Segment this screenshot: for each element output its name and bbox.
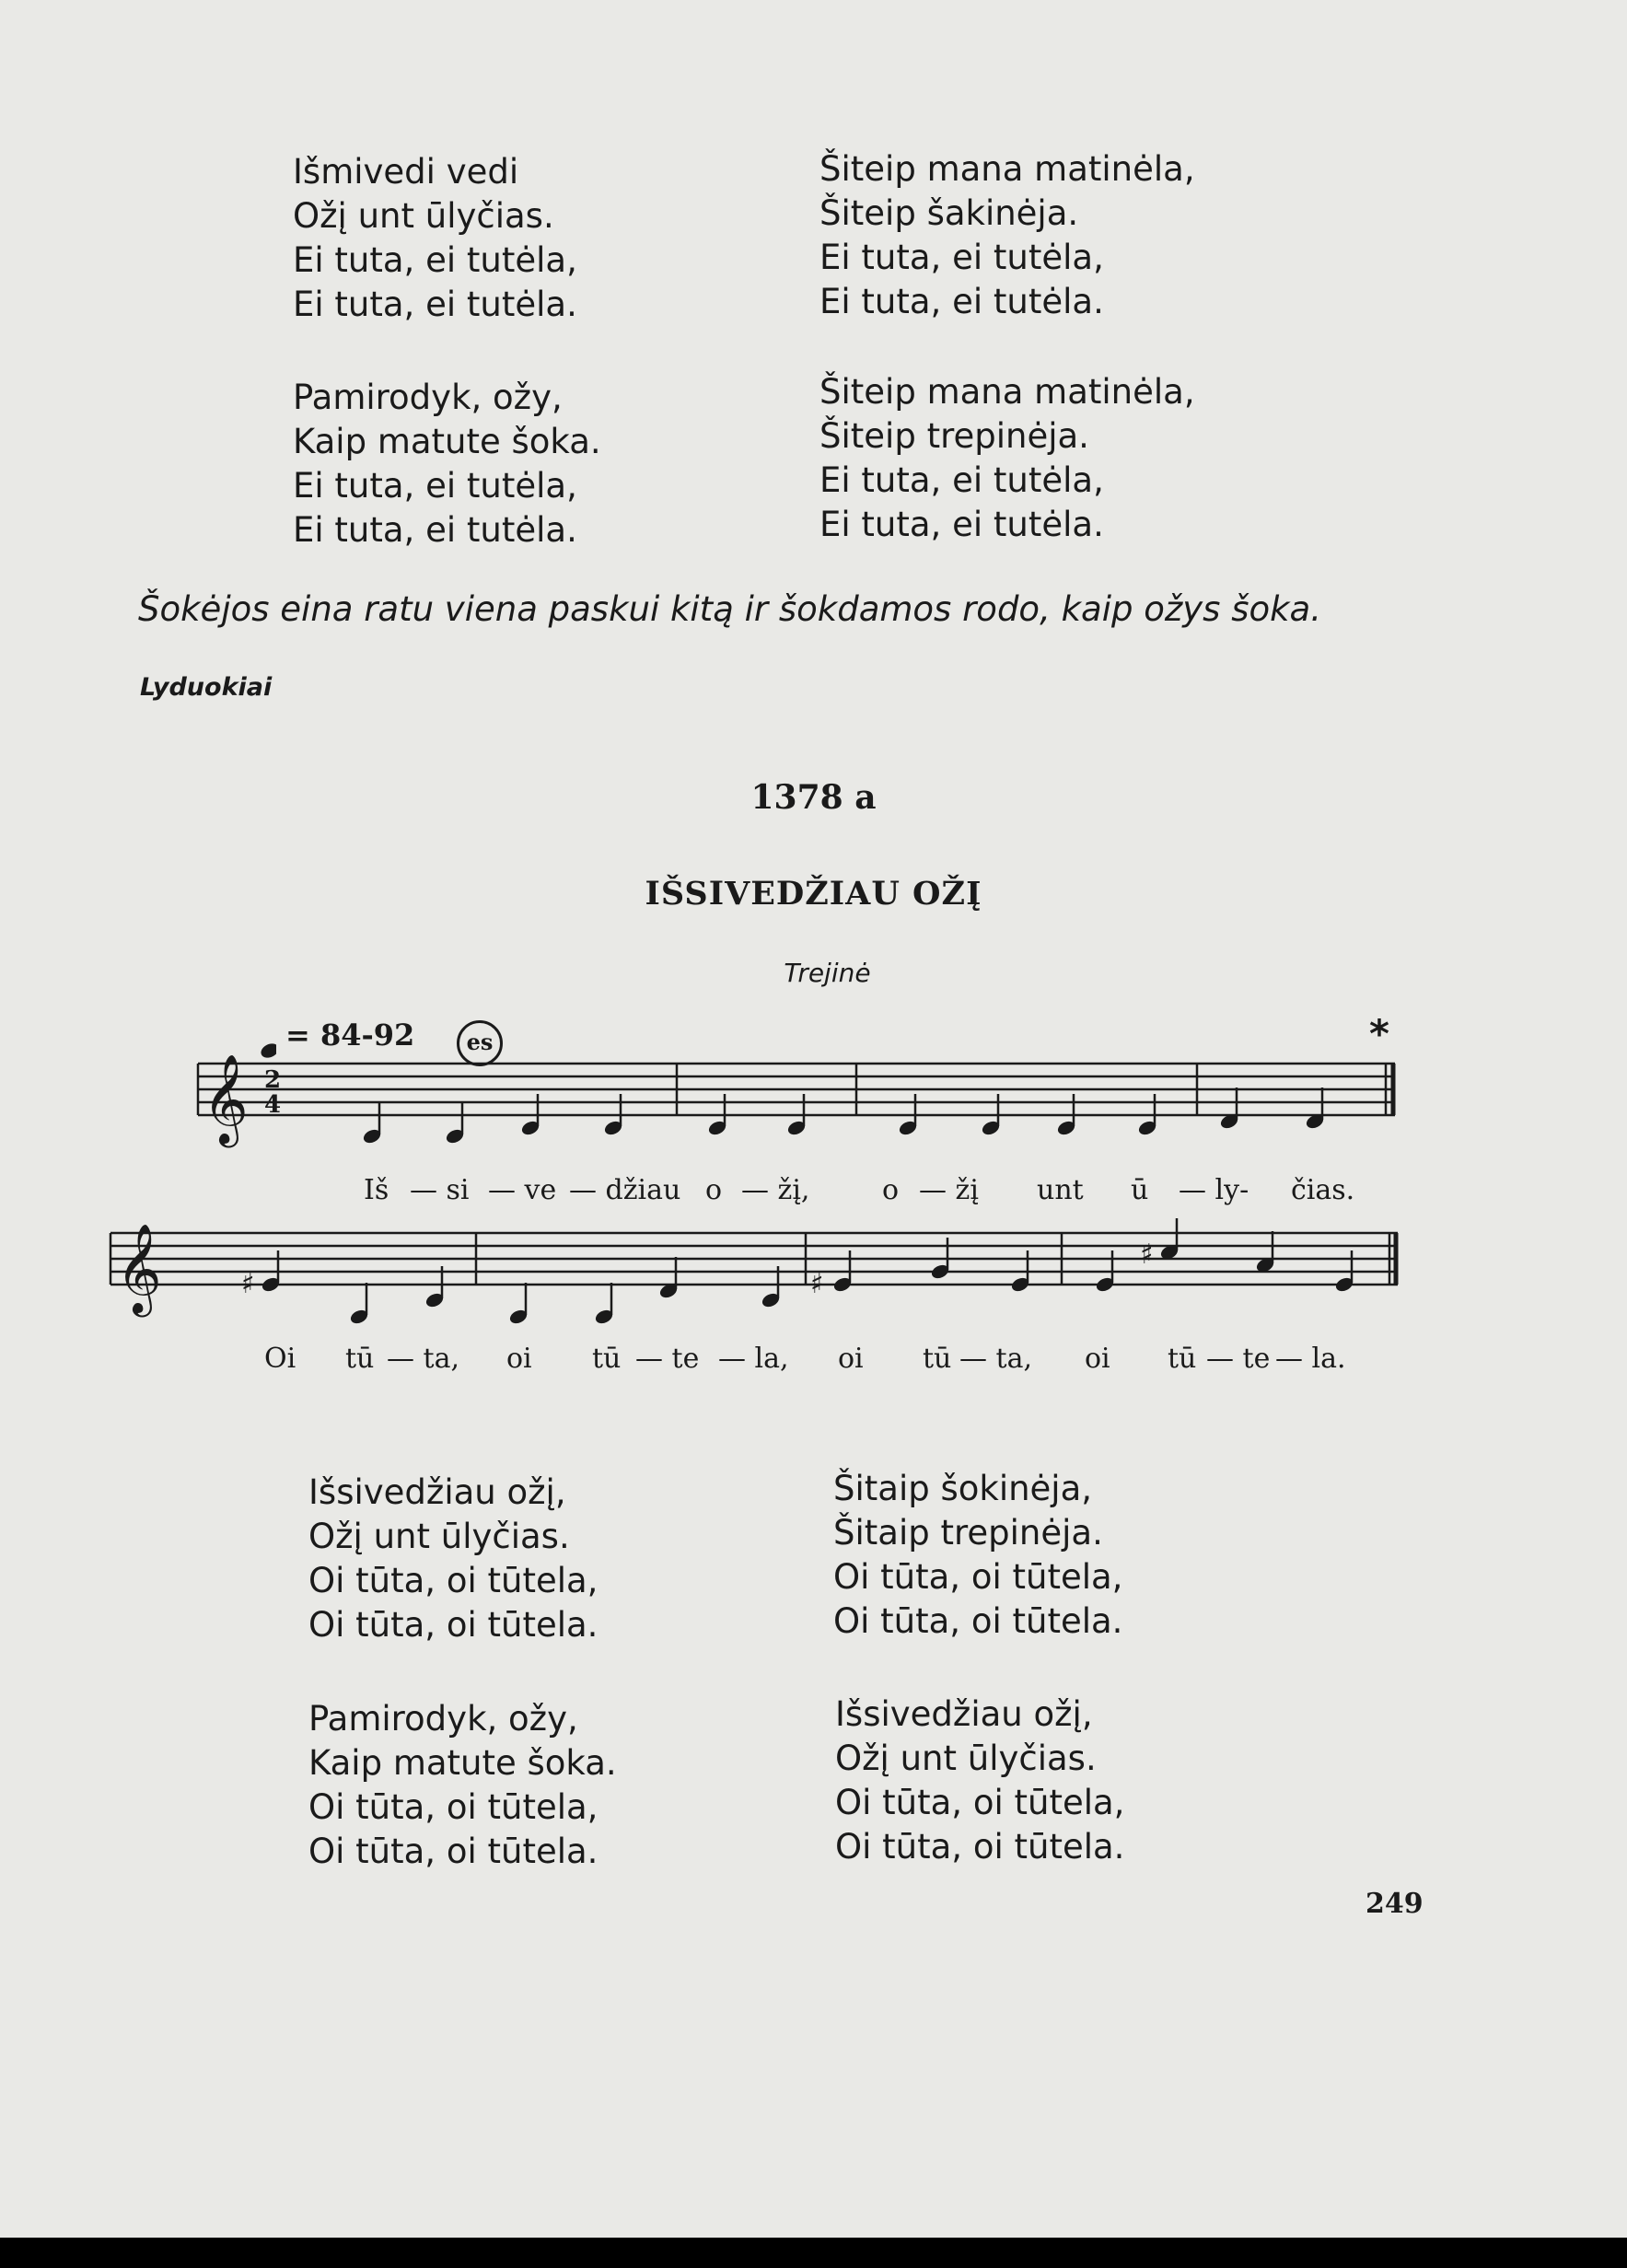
svg-text:♯: ♯	[241, 1268, 255, 1300]
footnote-asterisk: *	[1369, 1011, 1389, 1056]
stanza-line: Oi tūta, oi tūtela,	[308, 1561, 599, 1600]
stanza-line: Ožį unt ūlyčias.	[293, 196, 554, 236]
svg-text:𝄞: 𝄞	[203, 1053, 249, 1144]
stanza-line: Ei tuta, ei tutėla,	[819, 460, 1104, 500]
stanza-line: Oi tūta, oi tūtela.	[308, 1605, 599, 1645]
bottom-stanza-left-1	[308, 1471, 598, 1647]
lyric-syllable: — la,	[718, 1343, 789, 1375]
stanza-line: Šiteip šakinėja.	[819, 193, 1079, 233]
stanza-line: Ožį unt ūlyčias.	[308, 1517, 570, 1556]
dance-instruction: Šokėjos eina ratu viena paskui kitą ir šokdamos rodo, kaip ožys šoka.	[138, 589, 1321, 629]
lyric-syllable: — žį,	[741, 1174, 810, 1206]
place-name: Lyduokiai	[140, 673, 273, 702]
lyric-syllable: — ly-	[1179, 1174, 1249, 1206]
stanza-line: Ei tuta, ei tutėla.	[819, 282, 1104, 321]
stanza-line: Pamirodyk, ožy,	[308, 1699, 578, 1739]
lyric-syllable: tū	[592, 1343, 622, 1375]
stanza-line: Oi tūta, oi tūtela.	[835, 1827, 1125, 1867]
bottom-stanza-right-1	[833, 1467, 1122, 1644]
lyric-syllable: tū	[345, 1343, 375, 1375]
lyric-syllable: unt	[1037, 1174, 1084, 1206]
song-title: IŠSIVEDŽIAU OŽĮ	[645, 875, 982, 913]
stanza-line: Kaip matute šoka.	[308, 1743, 617, 1783]
stanza-line: Oi tūta, oi tūtela.	[308, 1832, 599, 1871]
lyric-syllable: — la.	[1275, 1343, 1346, 1375]
bottom-stanza-left-2	[308, 1697, 617, 1874]
lyric-syllable: Oi	[264, 1343, 296, 1375]
tempo-marking: = 84-92	[285, 1018, 415, 1053]
lyric-syllable: o	[705, 1174, 723, 1206]
song-number: 1378 a	[750, 778, 877, 817]
lyric-syllable: tū	[923, 1343, 952, 1375]
stanza-line: Ei tuta, ei tutėla.	[819, 505, 1104, 544]
stanza-line: Ei tuta, ei tutėla.	[293, 510, 577, 550]
stanza-line: Išmivedi vedi	[293, 152, 519, 192]
stanza-line: Oi tūta, oi tūtela.	[833, 1601, 1123, 1641]
lyric-syllable: Iš	[364, 1174, 389, 1206]
lyric-syllable: o	[882, 1174, 900, 1206]
song-genre: Trejinė	[784, 958, 871, 988]
lyric-syllable: — žį	[919, 1174, 979, 1206]
stanza-line: Oi tūta, oi tūtela,	[833, 1557, 1123, 1597]
lyric-syllable: oi	[1085, 1343, 1110, 1375]
stanza-line: Oi tūta, oi tūtela,	[835, 1783, 1125, 1822]
stanza-line: Išsivedžiau ožį,	[835, 1694, 1093, 1734]
stanza-line: Oi tūta, oi tūtela,	[308, 1787, 599, 1827]
lyric-syllable: tū	[1168, 1343, 1197, 1375]
lyric-syllable: — te	[635, 1343, 700, 1375]
svg-text:2: 2	[264, 1066, 282, 1094]
stanza-line: Šiteip trepinėja.	[819, 416, 1089, 456]
lyric-syllable: — te	[1206, 1343, 1271, 1375]
page-number: 249	[1366, 1888, 1424, 1920]
stanza-line: Ei tuta, ei tutėla.	[293, 285, 577, 324]
stanza-line: Šitaip trepinėja.	[833, 1513, 1103, 1553]
lyric-syllable: oi	[506, 1343, 532, 1375]
lyric-syllable: oi	[838, 1343, 864, 1375]
svg-text:𝄞: 𝄞	[116, 1223, 162, 1313]
stanza-line: Ei tuta, ei tutėla,	[293, 466, 577, 506]
lyric-syllable: ū	[1131, 1174, 1149, 1206]
lyric-syllable: — ta,	[387, 1343, 460, 1375]
svg-text:♯: ♯	[1140, 1239, 1154, 1271]
lyric-syllable: čias.	[1291, 1174, 1355, 1206]
bottom-stanza-right-2	[835, 1692, 1124, 1869]
stanza-line: Šitaip šokinėja,	[833, 1469, 1093, 1508]
svg-text:♯: ♯	[810, 1268, 824, 1300]
scan-border	[0, 2238, 1627, 2268]
lyric-syllable: — si	[410, 1174, 470, 1206]
stanza-line: Ei tuta, ei tutėla,	[293, 240, 577, 280]
stanza-line: Šiteip mana matinėla,	[819, 372, 1195, 412]
stanza-line: Išsivedžiau ožį,	[308, 1472, 566, 1512]
lyric-syllable: — ta,	[959, 1343, 1033, 1375]
stanza-line: Ožį unt ūlyčias.	[835, 1739, 1097, 1778]
lyric-syllable: — džiau	[569, 1174, 681, 1206]
key-badge: es	[457, 1020, 503, 1066]
lyric-syllable: — ve	[488, 1174, 557, 1206]
stanza-line: Pamirodyk, ožy,	[293, 378, 563, 417]
svg-text:4: 4	[264, 1091, 282, 1119]
stanza-line: Ei tuta, ei tutėla,	[819, 238, 1104, 277]
stanza-line: Šiteip mana matinėla,	[819, 149, 1195, 189]
stanza-line: Kaip matute šoka.	[293, 422, 601, 461]
